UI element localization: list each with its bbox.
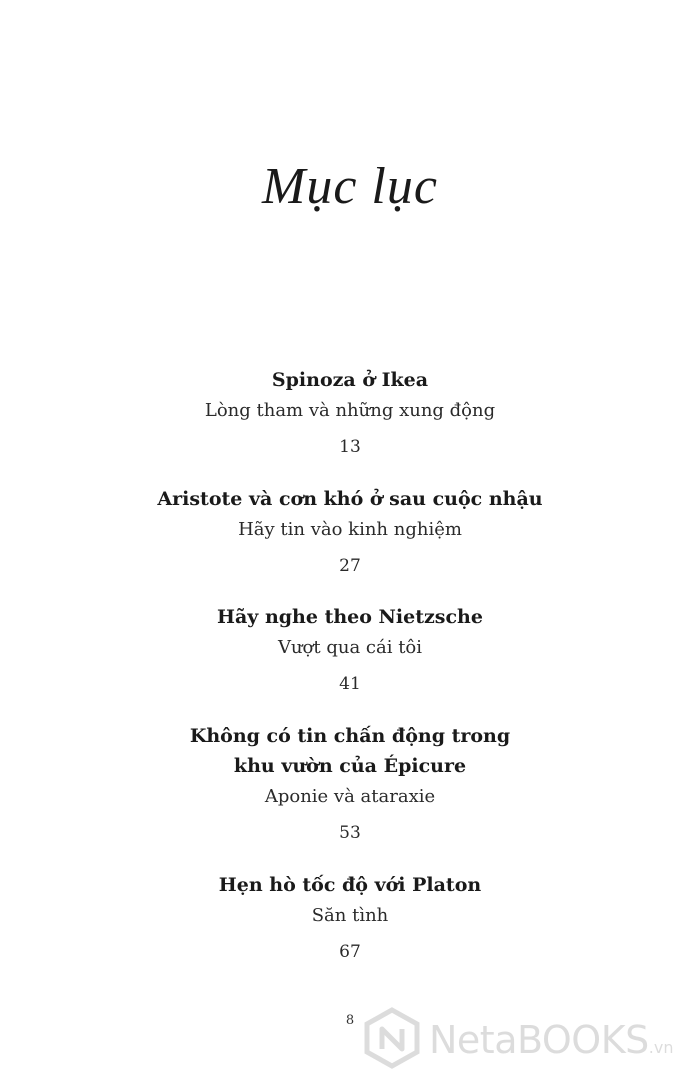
entry-title-line-1: Không có tin chấn động trong [189, 725, 511, 747]
toc-entry-3[interactable] [0, 602, 700, 698]
entry-page-number: 13 [339, 437, 361, 457]
toc-entry-1[interactable] [0, 365, 700, 461]
toc-entry-4[interactable] [0, 721, 700, 847]
page-folio: 8 [345, 1013, 355, 1028]
entry-title: Spinoza ở Ikea [271, 369, 429, 391]
entry-subtitle: Aponie và ataraxie [264, 786, 436, 807]
entry-subtitle: Hãy tin vào kinh nghiệm [238, 519, 462, 540]
entry-page-number: 53 [339, 823, 361, 843]
watermark-brand: NetaBOOKS [429, 1018, 649, 1062]
n-hexagon-logo-icon [363, 1007, 421, 1073]
toc-entry-2[interactable] [0, 484, 700, 580]
page-title: Mục lục [262, 158, 438, 215]
entry-page-number: 27 [339, 556, 361, 576]
entry-subtitle: Săn tình [311, 905, 389, 926]
entry-subtitle: Lòng tham và những xung động [204, 400, 496, 421]
entry-page-number: 41 [339, 674, 361, 694]
watermark-suffix: .vn [648, 1038, 674, 1057]
entry-subtitle: Vượt qua cái tôi [277, 637, 423, 658]
entry-title: Aristote và cơn khó ở sau cuộc nhậu [157, 488, 543, 510]
entry-title: Hẹn hò tốc độ với Platon [218, 874, 482, 896]
entry-title-line-2: khu vườn của Épicure [233, 755, 467, 777]
netabooks-watermark [363, 1005, 673, 1075]
toc-entry-5[interactable] [0, 870, 700, 966]
entry-page-number: 67 [339, 942, 361, 962]
entry-title: Hãy nghe theo Nietzsche [217, 606, 483, 628]
